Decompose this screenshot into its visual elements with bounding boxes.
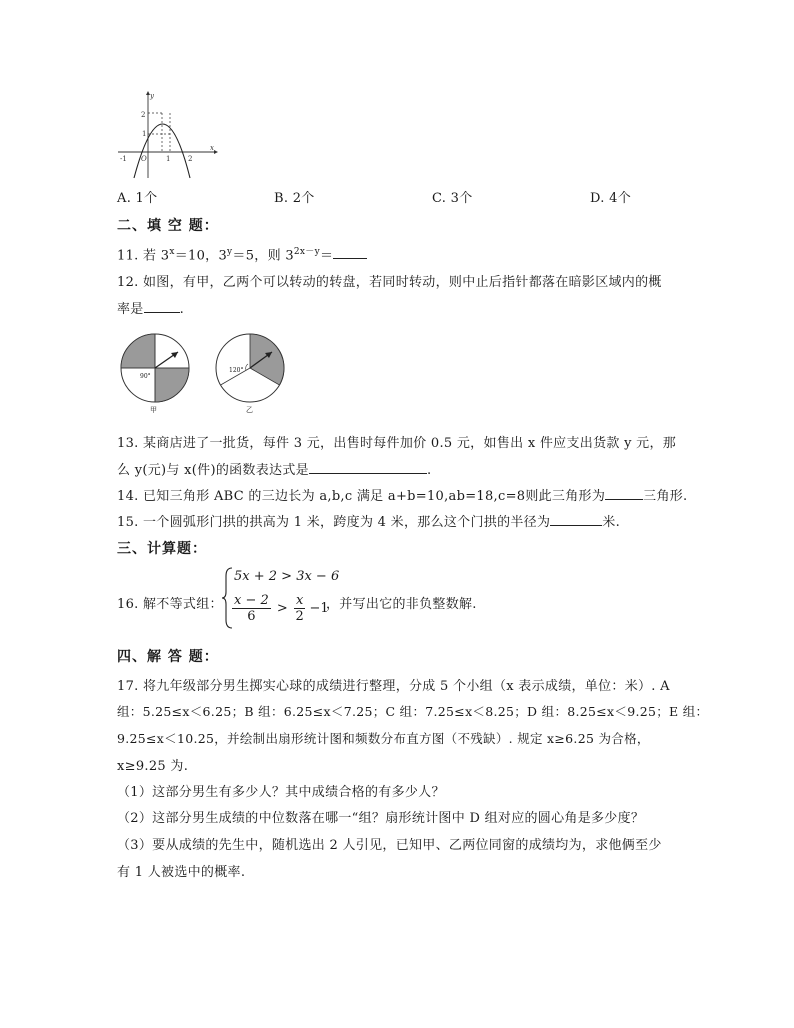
answer-blank-13[interactable] — [309, 461, 427, 474]
spinner-yi — [212, 330, 292, 416]
x-axis-label: x — [210, 144, 214, 152]
spinner-yi-label: 乙 — [246, 406, 253, 414]
answer-blank-11[interactable] — [333, 246, 367, 259]
option-d: D. 4个 — [590, 191, 631, 206]
q11-post: ＝ — [320, 248, 334, 264]
spinner-jia-angle: 90° — [140, 373, 151, 380]
q11-exp1: x — [169, 247, 175, 257]
spinner-jia-shaded-top — [121, 334, 155, 368]
x-axis-arrow — [214, 150, 218, 154]
q16-den2: 2 — [295, 609, 304, 624]
section-2-heading: 二、填 空 题： — [117, 218, 219, 234]
q16-post: ，并写出它的非负整数解. — [326, 597, 477, 612]
question-17-line4: x≥9.25 为. — [117, 759, 189, 774]
tick-label-2x: 2 — [188, 155, 193, 163]
answer-blank-15[interactable] — [550, 513, 602, 526]
option-b: B. 2个 — [274, 191, 315, 206]
question-14 — [117, 485, 687, 504]
q16-inequality-1: 5x + 2 > 3x − 6 — [234, 569, 340, 584]
question-11 — [117, 244, 367, 263]
spinner-yi-angle: 120° — [229, 367, 244, 374]
q14-post: 三角形. — [643, 489, 688, 504]
q16-num1: x − 2 — [234, 593, 269, 608]
question-17-line3: 9.25≤x＜10.25，并绘制出扇形统计图和频数分布直方图（不残缺）. 规定 x≥6.25 为合格， — [117, 731, 650, 746]
question-13-line2: 么 y(元)与 x(件)的函数表达式是 . — [117, 463, 432, 478]
question-12-line1: 12. 如图，有甲，乙两个可以转动的转盘，若同时转动，则中止后指针都落在暗影区域内的概 — [117, 275, 662, 290]
q16-gt: > — [276, 601, 288, 616]
q13-line2-text: 么 y(元)与 x(件)的函数表达式是 — [117, 463, 309, 478]
q16-num2: x — [295, 593, 304, 608]
q16-tail: −1 — [309, 601, 329, 616]
option-c: C. 3个 — [432, 191, 473, 206]
question-17-line2: 组：5.25≤x＜6.25；B 组：6.25≤x＜7.25；C 组：7.25≤x＜8.25；D 组：8.25≤x＜9.25；E 组： — [117, 704, 709, 719]
answer-blank-14[interactable] — [605, 487, 643, 500]
q11-exp3: 2x－y — [293, 247, 320, 257]
question-12-line2: 率是 . — [117, 302, 185, 317]
q16-den1: 6 — [247, 609, 256, 624]
q16-label: 16. 解不等式组： — [117, 597, 223, 612]
q15-pre: 15. 一个圆弧形门拱的拱高为 1 米，跨度为 4 米，那么这个门拱的半径为 — [117, 515, 551, 530]
section-3-heading: 三、计算题： — [117, 541, 207, 557]
q14-pre: 14. 已知三角形 ABC 的三边长为 a,b,c 满足 a+b=10,ab=18,c=8则此三角形为 — [117, 489, 606, 504]
option-a: A. 1个 — [117, 191, 158, 206]
spinner-jia — [118, 330, 198, 416]
q11-pre: 11. 若 3 — [117, 248, 170, 264]
tick-label-1y: 1 — [142, 130, 147, 138]
spinner-jia-shaded-right — [155, 368, 189, 402]
question-17-sub3a: （3）要从成绩的先生中，随机选出 2 人引见，已知甲、乙两位同窗的成绩均为，求他俩至少 — [117, 838, 662, 853]
q16-inequality-2 — [232, 593, 329, 624]
question-17-line1: 17. 将九年级部分男生掷实心球的成绩进行整理，分成 5 个小组（x 表示成绩，单位：米）. A — [117, 679, 670, 694]
parabola-graph — [114, 90, 220, 180]
answer-blank-12[interactable] — [144, 300, 180, 313]
tick-label-neg1: -1 — [120, 155, 127, 163]
q11-mid1: ＝10，3 — [174, 248, 228, 264]
tick-label-1x: 1 — [166, 155, 171, 163]
spinner-jia-label: 甲 — [150, 406, 157, 414]
q11-mid2: ＝5，则 3 — [232, 248, 294, 264]
question-13-line1: 13. 某商店进了一批货，每件 3 元，出售时每件加价 0.5 元，如售出 x 件应支出货款 y 元，那 — [117, 436, 677, 451]
q12-line2-text: 率是 — [117, 302, 144, 317]
tick-label-2y: 2 — [141, 111, 146, 119]
question-17-sub1: （1）这部分男生有多少人？其中成绩合格的有多少人？ — [117, 785, 445, 800]
y-axis-label: y — [150, 92, 154, 100]
q15-post: 米. — [602, 515, 621, 530]
origin-label: O — [141, 155, 147, 163]
section-4-heading: 四、解 答 题： — [117, 649, 219, 665]
question-17-sub2: （2）这部分男生成绩的中位数落在哪一“组？扇形统计图中 D 组对应的圆心角是多少度？ — [117, 811, 645, 826]
question-15 — [117, 511, 620, 530]
question-17-sub3b: 有 1 人被选中的概率. — [117, 865, 246, 880]
q11-exp2: y — [227, 247, 233, 257]
